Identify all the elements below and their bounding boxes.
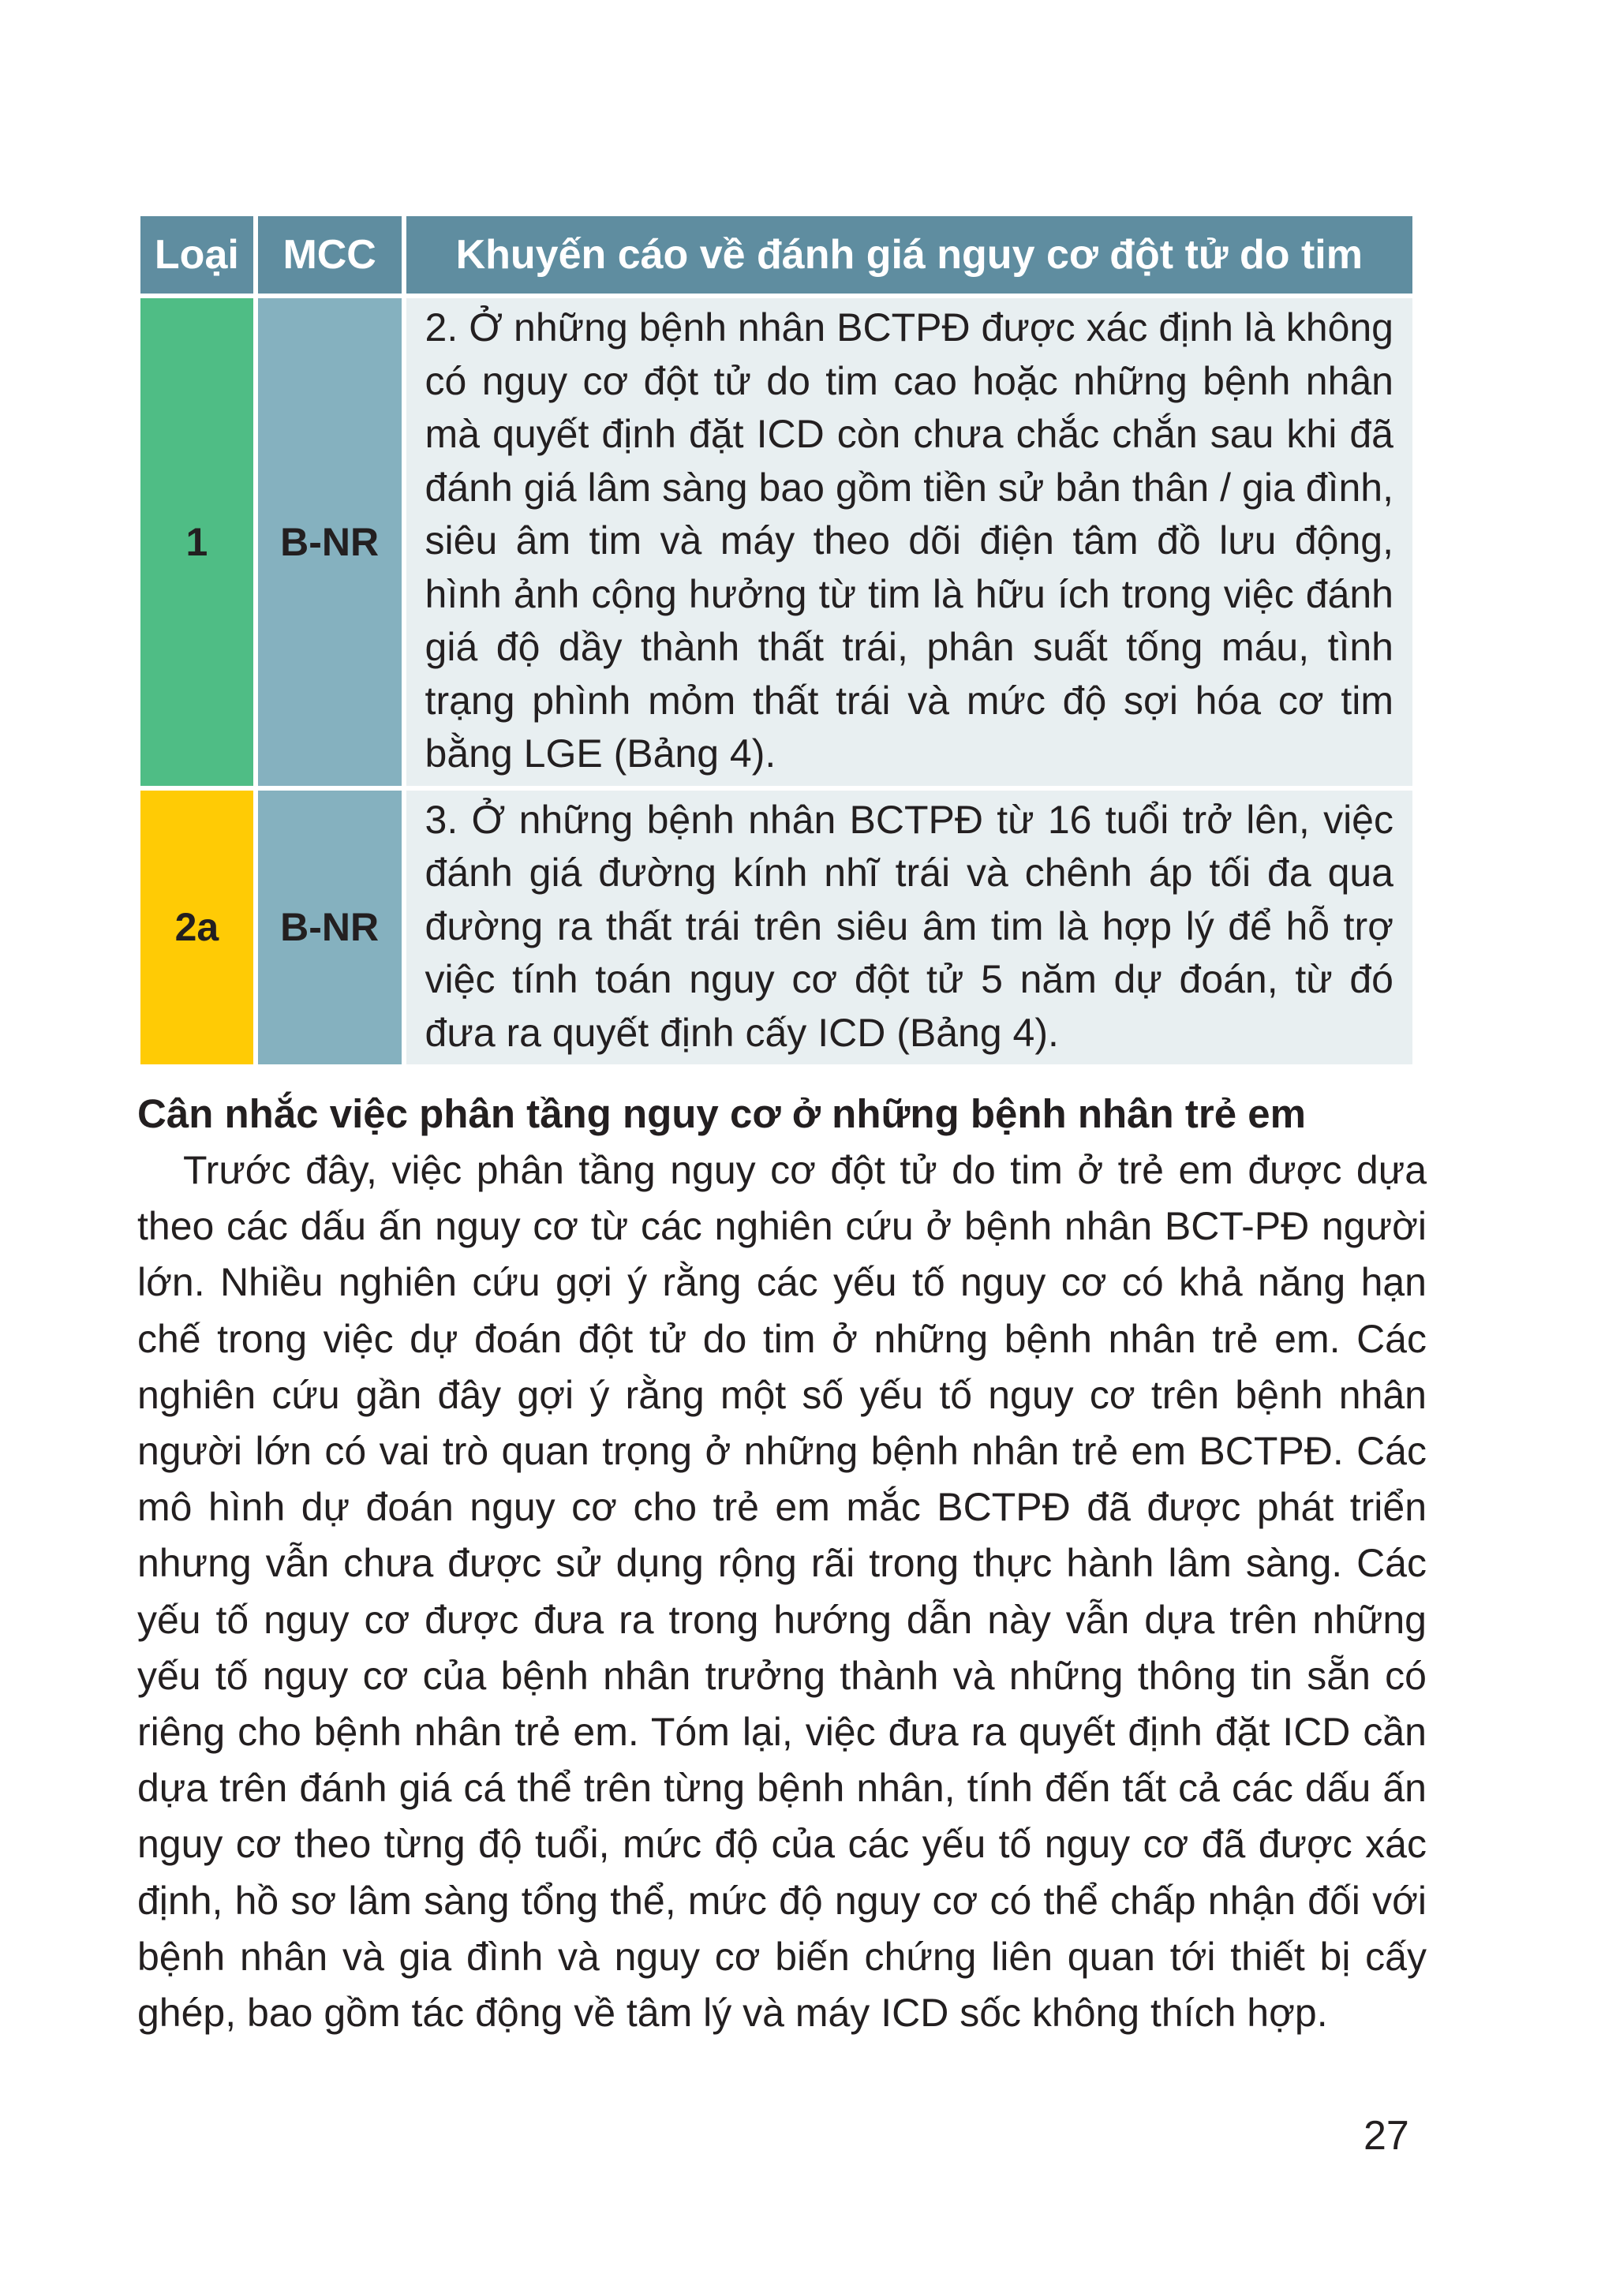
section-heading: Cân nhắc việc phân tầng nguy cơ ở những bệnh nhân trẻ em: [137, 1091, 1306, 1136]
header-level-of-evidence: MCC: [258, 216, 402, 294]
level-cell: B-NR: [258, 791, 402, 1065]
table-row: [140, 298, 1412, 786]
page-number: 27: [1364, 2113, 1409, 2159]
header-class: Loại: [140, 216, 253, 294]
recommendation-table: [136, 211, 1417, 1069]
header-recommendation: Khuyến cáo về đánh giá nguy cơ đột tử do tim: [406, 216, 1412, 294]
section-body: Trước đây, việc phân tầng nguy cơ đột tử do tim ở trẻ em được dựa theo các dấu ấn nguy cơ từ các nghiên cứu ở bệnh nhân BCT-PĐ người lớn. Nhiều nghiên cứu gợi ý rằng các yếu tố nguy cơ có khả năng hạn chế trong việc dự đoán đột tử do tim ở những bệnh nhân trẻ em. Các nghiên cứu gần đây gợi ý rằng một số yếu tố nguy cơ trên bệnh nhân người lớn có vai trò quan trọng ở những bệnh nhân trẻ em BCTPĐ. Các mô hình dự đoán nguy cơ cho trẻ em mắc BCTPĐ đã được phát triển nhưng vẫn chưa được sử dụng rộng rãi trong thực hành lâm sàng. Các yếu tố nguy cơ được đưa ra trong hướng dẫn này vẫn dựa trên những yếu tố nguy cơ của bệnh nhân trưởng thành và những thông tin sẵn có riêng cho bệnh nhân trẻ em. Tóm lại, việc đưa ra quyết định đặt ICD cần dựa trên đánh giá cá thể trên từng bệnh nhân, tính đến tất cả các dấu ấn nguy cơ theo từng độ tuổi, mức độ của các yếu tố nguy cơ đã được xác định, hồ sơ lâm sàng tổng thể, mức độ nguy cơ có thể chấp nhận đối với bệnh nhân và gia đình và nguy cơ biến chứng liên quan tới thiết bị cấy ghép, bao gồm tác động về tâm lý và máy ICD sốc không thích hợp.: [137, 1148, 1427, 2036]
table-header-row: [140, 216, 1412, 294]
table-row: [140, 791, 1412, 1065]
class-cell: 1: [140, 298, 253, 786]
pediatric-risk-section: [137, 1087, 1427, 2041]
class-cell: 2a: [140, 791, 253, 1065]
recommendation-cell: 3. Ở những bệnh nhân BCTPĐ từ 16 tuổi trở lên, việc đánh giá đường kính nhĩ trái và chênh áp tối đa qua đường ra thất trái trên siêu âm tim là hợp lý để hỗ trợ việc tính toán nguy cơ đột tử 5 năm dự đoán, từ đó đưa ra quyết định cấy ICD (Bảng 4).: [406, 791, 1412, 1065]
level-cell: B-NR: [258, 298, 402, 786]
recommendation-cell: 2. Ở những bệnh nhân BCTPĐ được xác định là không có nguy cơ đột tử do tim cao hoặc những bệnh nhân mà quyết định đặt ICD còn chưa chắc chắn sau khi đã đánh giá lâm sàng bao gồm tiền sử bản thân / gia đình, siêu âm tim và máy theo dõi điện tâm đồ lưu động, hình ảnh cộng hưởng từ tim là hữu ích trong việc đánh giá độ dầy thành thất trái, phân suất tống máu, tình trạng phình mỏm thất trái và mức độ sợi hóa cơ tim bằng LGE (Bảng 4).: [406, 298, 1412, 786]
